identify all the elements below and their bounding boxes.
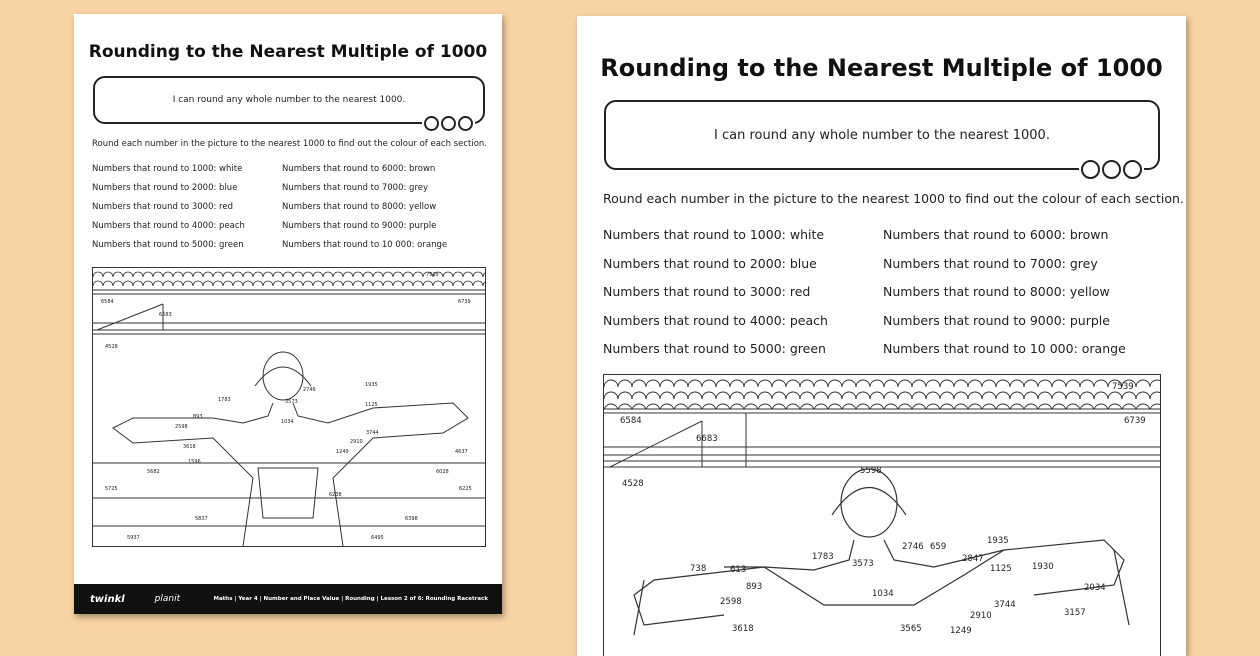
picture-number-label: 1034 — [872, 589, 894, 599]
picture-number-label: 893 — [746, 582, 763, 592]
picture-number-label: 1783 — [218, 397, 231, 403]
picture-number-label: 6225 — [459, 486, 472, 492]
picture-number-label: 5937 — [127, 535, 140, 541]
footer-bar — [74, 584, 502, 614]
picture-number-label: 3744 — [994, 600, 1016, 610]
worksheet-title: Rounding to the Nearest Multiple of 1000 — [600, 54, 1163, 82]
crowd-stands — [604, 375, 1160, 409]
picture-number-label: 3573 — [285, 399, 298, 405]
colour-rule: Numbers that round to 7000: grey — [883, 255, 1098, 271]
picture-number-label: 659 — [930, 542, 947, 552]
instruction-text: Round each number in the picture to the nearest 1000 to find out the colour of each section. — [92, 139, 487, 149]
picture-number-label: 6028 — [436, 469, 449, 475]
picture-number-label: 2746 — [902, 542, 924, 552]
picture-number-label: 3618 — [732, 624, 754, 634]
colour-rule: Numbers that round to 2000: blue — [92, 183, 238, 193]
footer-breadcrumb: Maths | Year 4 | Number and Place Value | Rounding | Lesson 2 of 6: Rounding Racetrack — [213, 596, 488, 602]
picture-number-label: 3565 — [900, 624, 922, 634]
picture-number-label: 2598 — [175, 424, 188, 430]
picture-number-label: 5837 — [195, 516, 208, 522]
picture-number-label: 3618 — [183, 444, 196, 450]
picture-number-label: 6495 — [371, 535, 384, 541]
picture-number-label: 4637 — [455, 449, 468, 455]
colouring-picture — [603, 374, 1161, 656]
picture-number-label: 893 — [193, 414, 203, 420]
picture-number-label: 1249 — [950, 626, 972, 636]
picture-number-label: 7539 — [1112, 382, 1134, 392]
instruction-text: Round each number in the picture to the nearest 1000 to find out the colour of each section. — [603, 191, 1184, 206]
colour-rule: Numbers that round to 8000: yellow — [282, 202, 437, 212]
picture-number-label: 6739 — [458, 299, 471, 305]
picture-number-label: 738 — [690, 564, 707, 574]
picture-number-label: 1935 — [365, 382, 378, 388]
colour-rule: Numbers that round to 4000: peach — [603, 312, 828, 328]
colour-rule: Numbers that round to 5000: green — [92, 240, 244, 250]
picture-number-label: 1935 — [987, 536, 1009, 546]
picture-number-label: 613 — [730, 565, 747, 575]
picture-number-label: 1125 — [990, 564, 1012, 574]
worksheet-title: Rounding to the Nearest Multiple of 1000 — [88, 42, 488, 62]
picture-number-label: 1783 — [812, 552, 834, 562]
picture-number-label: 3744 — [366, 430, 379, 436]
colour-rule: Numbers that round to 6000: brown — [282, 164, 436, 174]
picture-number-label: 1596 — [188, 459, 201, 465]
worksheet-zoom — [577, 16, 1186, 656]
learning-goal-box — [604, 100, 1160, 170]
learning-goal-text: I can round any whole number to the nearest 1000. — [714, 127, 1050, 143]
colour-rule: Numbers that round to 4000: peach — [92, 221, 245, 231]
colour-key — [603, 227, 1163, 356]
picture-number-label: 1034 — [281, 419, 294, 425]
picture-number-label: 3573 — [852, 559, 874, 569]
athlete-outline — [634, 469, 1129, 635]
colour-rule: Numbers that round to 3000: red — [92, 202, 233, 212]
picture-number-label: 2034 — [1084, 583, 1106, 593]
picture-number-label: 5598 — [860, 466, 882, 476]
colour-rule: Numbers that round to 1000: white — [603, 227, 825, 242]
picture-number-label: 5725 — [105, 486, 118, 492]
twinkl-logo: twinkl — [90, 593, 125, 605]
picture-number-label: 1249 — [336, 449, 349, 455]
colouring-picture — [92, 267, 486, 547]
learning-goal-box — [93, 76, 485, 124]
picture-number-label: 2746 — [303, 387, 316, 393]
colour-rule: Numbers that round to 10 000: orange — [883, 341, 1126, 356]
picture-number-label: 6683 — [159, 312, 172, 318]
colour-rule: Numbers that round to 9000: purple — [883, 312, 1110, 328]
colour-rule: Numbers that round to 2000: blue — [603, 255, 817, 271]
picture-number-label: 1930 — [1032, 562, 1054, 572]
progress-circles — [422, 116, 475, 131]
picture-number-label: 6238 — [329, 492, 342, 498]
picture-number-label: 6683 — [696, 434, 718, 444]
colour-rule: Numbers that round to 1000: white — [92, 164, 243, 174]
colour-rule: Numbers that round to 9000: purple — [282, 221, 437, 231]
colour-rule: Numbers that round to 7000: grey — [282, 183, 429, 193]
picture-number-label: 3157 — [1064, 608, 1086, 618]
picture-number-label: 6739 — [1124, 416, 1146, 426]
worksheet-preview — [74, 14, 502, 614]
picture-number-label: 4528 — [622, 479, 644, 489]
picture-number-label: 5682 — [147, 469, 160, 475]
colour-rule: Numbers that round to 6000: brown — [883, 227, 1109, 242]
picture-number-label: 2598 — [720, 597, 742, 607]
picture-number-label: 1125 — [365, 402, 378, 408]
colour-rule: Numbers that round to 5000: green — [603, 341, 826, 356]
colour-rule: Numbers that round to 3000: red — [603, 284, 811, 299]
picture-number-label: 7539 — [426, 272, 439, 278]
picture-number-label: 2910 — [350, 439, 363, 445]
picture-number-label: 4528 — [105, 344, 118, 350]
learning-goal-text: I can round any whole number to the nearest 1000. — [172, 95, 406, 105]
picture-number-label: 2847 — [962, 554, 984, 564]
colour-key — [92, 164, 472, 250]
picture-number-label: 6584 — [101, 299, 114, 305]
picture-number-label: 6398 — [405, 516, 418, 522]
colour-rule: Numbers that round to 8000: yellow — [883, 284, 1110, 299]
picture-number-label: 6584 — [620, 416, 642, 426]
progress-circles — [1079, 160, 1144, 179]
planit-logo: planit — [154, 594, 181, 604]
picture-number-label: 2910 — [970, 611, 992, 621]
colour-rule: Numbers that round to 10 000: orange — [282, 240, 448, 250]
